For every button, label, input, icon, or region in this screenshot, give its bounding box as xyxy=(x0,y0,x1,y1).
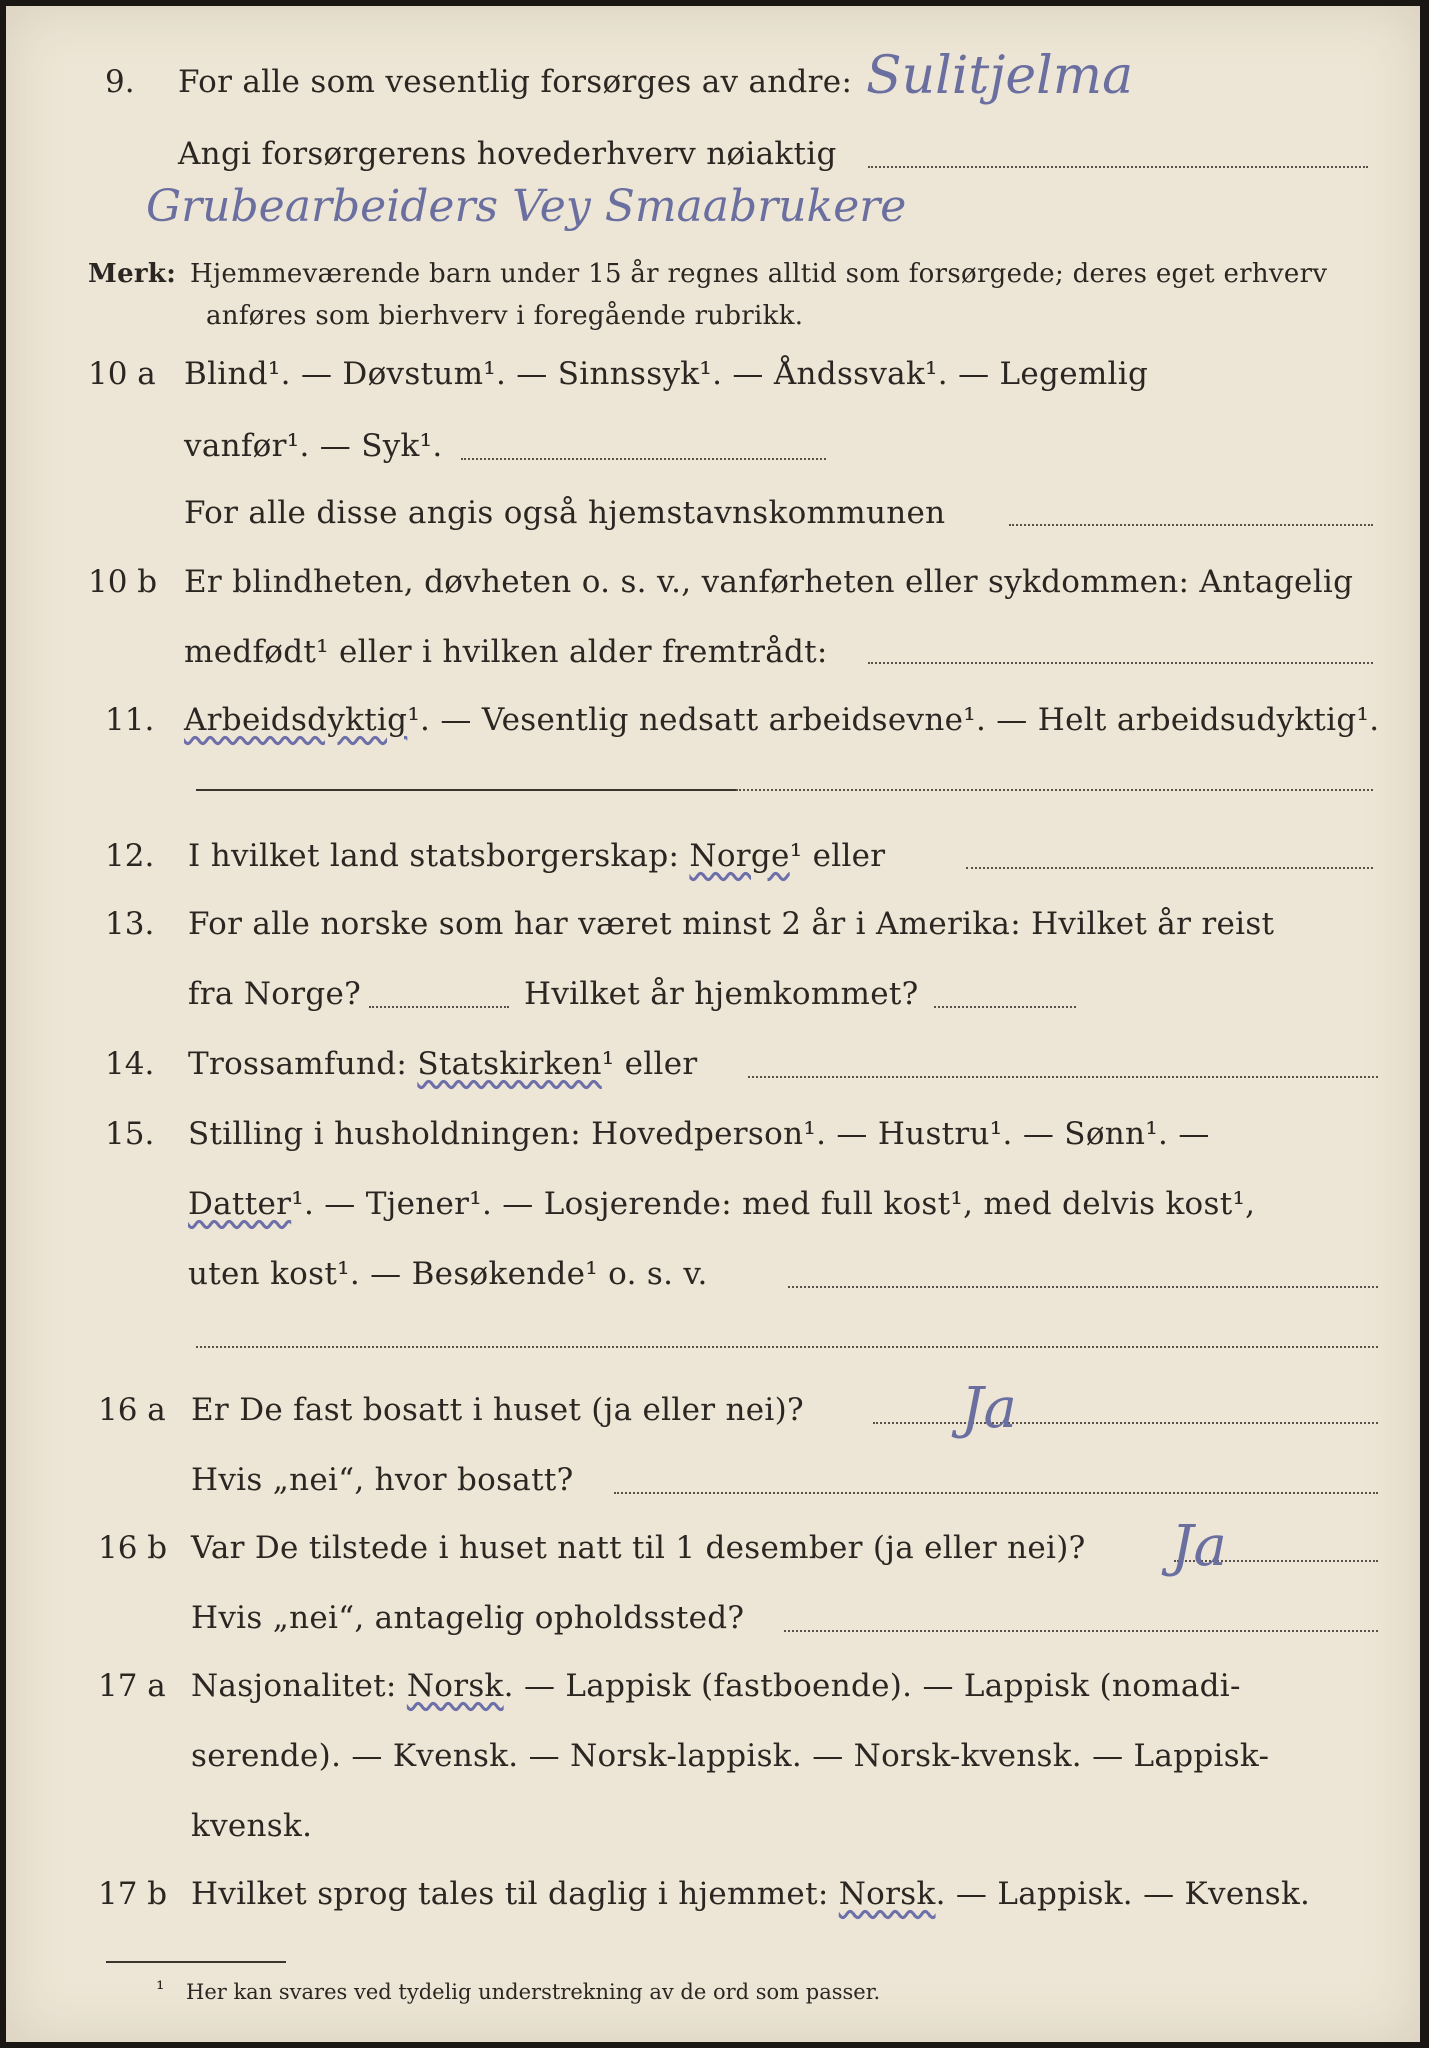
fill-line xyxy=(614,1492,1378,1494)
fill-line xyxy=(196,1346,1378,1348)
question-17a-line2: serende). — Kvensk. — Norsk-lappisk. — Norsk-kvensk. — Lappisk- xyxy=(191,1738,1270,1774)
question-10b-line1: Er blindheten, døvheten o. s. v., vanførheten eller sykdommen: Antagelig xyxy=(184,564,1354,600)
footnote-text: Her kan svares ved tydelig understrekning av de ord som passer. xyxy=(186,1980,881,2004)
handwritten-occupation: Grubearbeiders Vey Smaabrukere xyxy=(146,181,907,232)
handwritten-place: Sulitjelma xyxy=(866,46,1134,106)
question-17b-text: Hvilket sprog tales til daglig i hjemmet: xyxy=(191,1876,829,1912)
separator-line xyxy=(196,789,736,791)
question-17b-number: 17 b xyxy=(98,1876,168,1912)
question-15-line2 xyxy=(188,1184,1255,1224)
census-form-page xyxy=(6,6,1420,2042)
question-16b-line2: Hvis „nei“, antagelig opholdssted? xyxy=(191,1600,745,1636)
fill-line xyxy=(873,1422,1378,1424)
answer-norsk-nasjonalitet: Norsk xyxy=(406,1668,504,1704)
fill-line xyxy=(868,166,1368,168)
question-11-number: 11. xyxy=(105,702,155,738)
fill-line xyxy=(1009,524,1373,526)
fill-line xyxy=(788,1286,1378,1288)
fill-line xyxy=(784,1630,1378,1632)
question-10a-number: 10 a xyxy=(88,356,156,392)
question-10b-line2: medfødt¹ eller i hvilken alder fremtrådt: xyxy=(184,634,828,670)
question-16a-line1: Er De fast bosatt i huset (ja eller nei)? xyxy=(191,1392,804,1428)
question-15-line3: uten kost¹. — Besøkende¹ o. s. v. xyxy=(188,1256,708,1292)
handwritten-answer-16a: Ja xyxy=(961,1376,1017,1441)
question-12-post: ¹ eller xyxy=(789,838,886,874)
fill-line xyxy=(868,662,1373,664)
question-13-number: 13. xyxy=(105,906,155,942)
question-14-post: ¹ eller xyxy=(601,1046,698,1082)
fill-line xyxy=(736,789,1373,791)
question-16a-number: 16 a xyxy=(98,1392,166,1428)
question-10a-line2: vanfør¹. — Syk¹. xyxy=(184,428,443,464)
question-15-line2-rest: ¹. — Tjener¹. — Losjerende: med full kost¹, med delvis kost¹, xyxy=(291,1186,1256,1222)
question-17b-rest: . — Lappisk. — Kvensk. xyxy=(935,1876,1311,1912)
question-9-line2: Angi forsørgerens hovederhverv nøiaktig xyxy=(178,136,837,172)
question-16b-line1: Var De tilstede i huset natt til 1 desember (ja eller nei)? xyxy=(191,1530,1086,1566)
question-9-line1: For alle som vesentlig forsørges av andre: xyxy=(178,64,853,100)
question-14-text: Trossamfund: xyxy=(188,1046,408,1082)
question-12-text: I hvilket land statsborgerskap: xyxy=(188,838,680,874)
question-11-rest: ¹. — Vesentlig nedsatt arbeidsevne¹. — Helt arbeidsudyktig¹. xyxy=(407,702,1380,738)
question-16b-number: 16 b xyxy=(98,1530,168,1566)
answer-datter: Datter xyxy=(188,1186,292,1222)
fill-line xyxy=(966,867,1373,869)
merk-line2: anføres som bierhverv i foregående rubrikk. xyxy=(206,301,804,331)
question-17a-line3: kvensk. xyxy=(191,1808,313,1844)
footnote-mark: ¹ xyxy=(156,1977,165,2001)
merk-label: Merk: xyxy=(88,259,177,289)
question-10b-number: 10 b xyxy=(88,564,158,600)
question-9-number: 9. xyxy=(105,64,135,100)
question-17b-line xyxy=(191,1874,1310,1914)
question-14-number: 14. xyxy=(105,1046,155,1082)
question-13-line2b: Hvilket år hjemkommet? xyxy=(524,976,919,1012)
question-13-line1: For alle norske som har været minst 2 år i Amerika: Hvilket år reist xyxy=(188,906,1275,942)
fill-line xyxy=(748,1076,1378,1078)
answer-norge: Norge xyxy=(689,838,790,874)
question-10a-line1: Blind¹. — Døvstum¹. — Sinnssyk¹. — Åndssvak¹. — Legemlig xyxy=(184,356,1149,392)
fill-line xyxy=(934,1006,1076,1008)
question-17a-text: Nasjonalitet: xyxy=(191,1668,397,1704)
question-11-line xyxy=(184,700,1379,740)
handwritten-answer-16b: Ja xyxy=(1171,1514,1227,1579)
question-12-number: 12. xyxy=(105,838,155,874)
question-17a-rest: . — Lappisk (fastboende). — Lappisk (nomadi- xyxy=(503,1668,1241,1704)
question-13-line2a: fra Norge? xyxy=(188,976,362,1012)
answer-statskirken: Statskirken xyxy=(417,1046,602,1082)
answer-norsk-sprog: Norsk xyxy=(838,1876,936,1912)
answer-arbeidsdyktig: Arbeidsdyktig xyxy=(184,702,408,738)
fill-line xyxy=(461,458,826,460)
footnote-rule xyxy=(106,1961,286,1963)
question-15-line1: Stilling i husholdningen: Hovedperson¹. — Hustru¹. — Sønn¹. — xyxy=(188,1116,1210,1152)
question-15-number: 15. xyxy=(105,1116,155,1152)
question-14-line xyxy=(188,1044,698,1084)
question-17a-number: 17 a xyxy=(98,1668,166,1704)
question-17a-line1 xyxy=(191,1666,1241,1706)
merk-line1: Hjemmeværende barn under 15 år regnes alltid som forsørgede; deres eget erhverv xyxy=(190,259,1328,289)
question-12-line xyxy=(188,836,885,876)
fill-line xyxy=(369,1006,509,1008)
question-16a-line2: Hvis „nei“, hvor bosatt? xyxy=(191,1462,574,1498)
question-10a-line3: For alle disse angis også hjemstavnskommunen xyxy=(184,495,946,531)
